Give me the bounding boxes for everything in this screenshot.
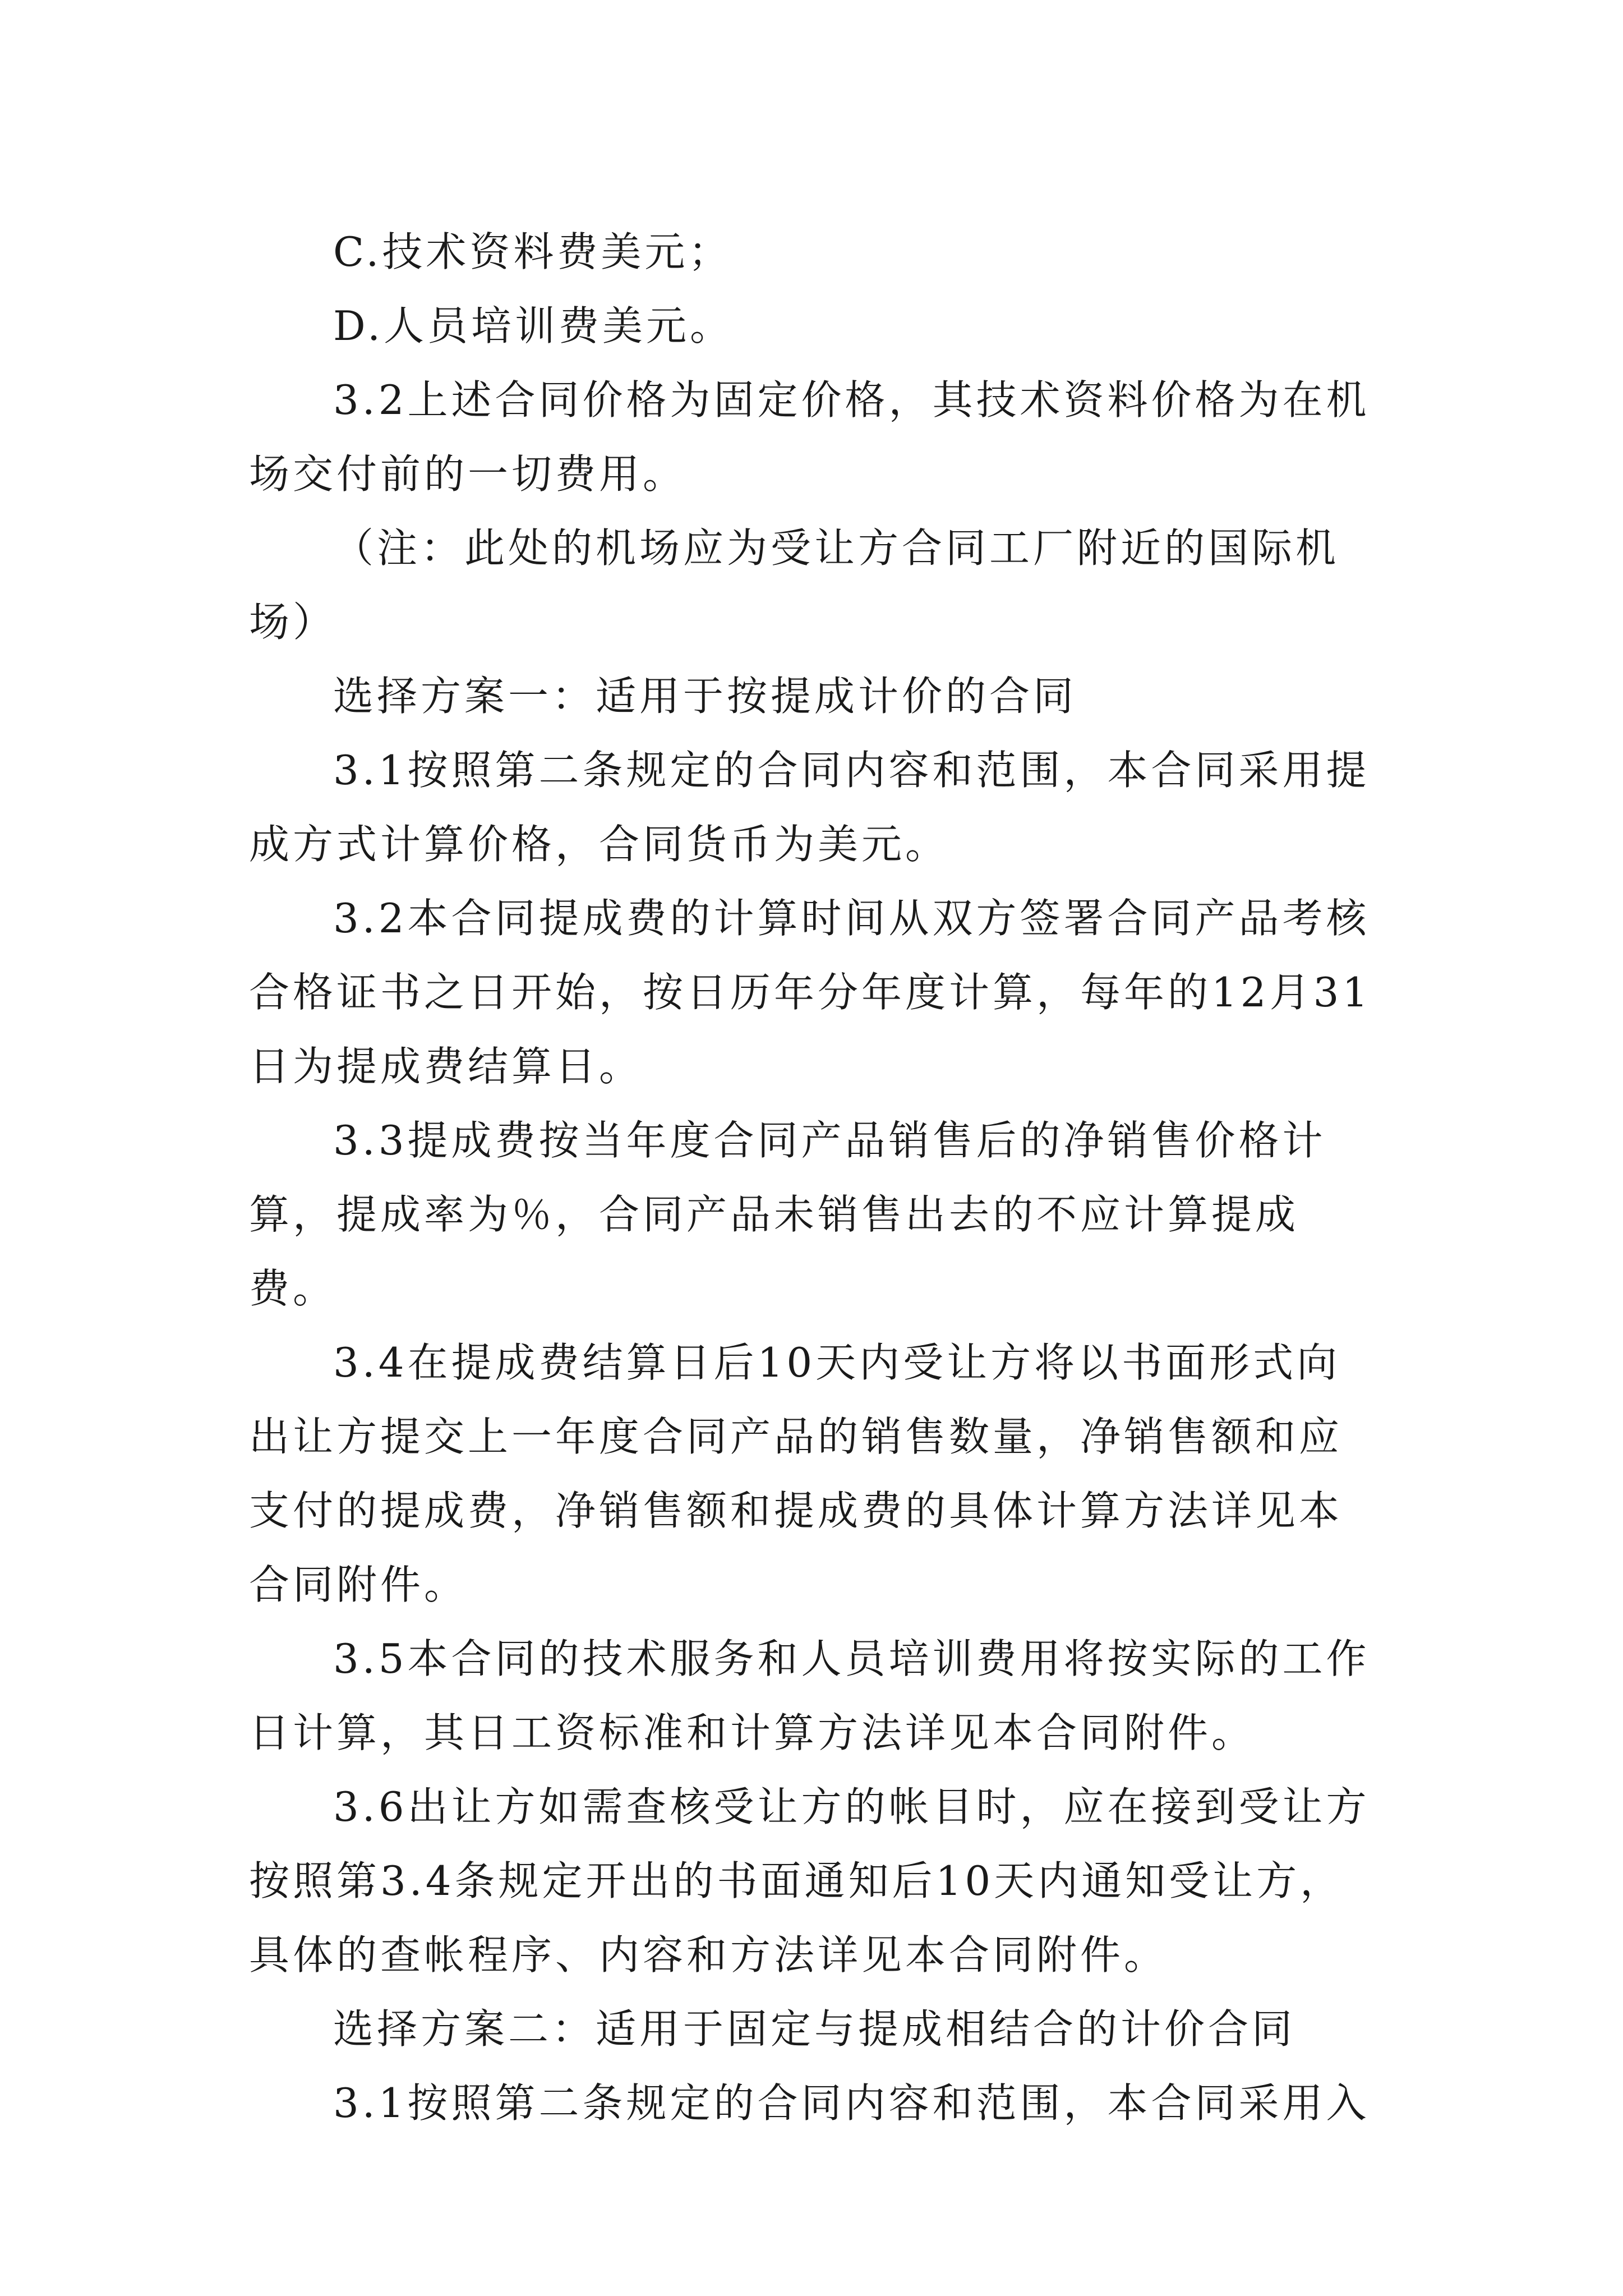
paragraph-option-two-heading: 选择方案二：适用于固定与提成相结合的计价合同 xyxy=(333,2005,1296,2053)
paragraph-training-fee: D.人员培训费美元。 xyxy=(333,302,734,349)
paragraph-3-6-audit: 3.6出让方如需查核受让方的帐目时，应在接到受让方按照第3.4条规定开出的书面通知后10天内通知受让方，具体的查帐程序、内容和方法详见本合同附件。 xyxy=(249,1783,1370,1978)
paragraph-3-1-royalty-method: 3.1按照第二条规定的合同内容和范围，本合同采用提成方式计算价格，合同货币为美元。 xyxy=(249,747,1370,868)
paragraph-note-airport: （注：此处的机场应为受让方合同工厂附近的国际机场） xyxy=(249,524,1340,646)
paragraph-option-one-heading: 选择方案一：适用于按提成计价的合同 xyxy=(333,673,1077,720)
document-body xyxy=(249,215,1376,2140)
paragraph-3-5-service-fees: 3.5本合同的技术服务和人员培训费用将按实际的工作日计算，其日工资标准和计算方法详见本合同附件。 xyxy=(249,1635,1370,1756)
paragraph-3-1-combined-method: 3.1按照第二条规定的合同内容和范围，本合同采用入 xyxy=(333,2079,1370,2127)
paragraph-3-4-sales-report: 3.4在提成费结算日后10天内受让方将以书面形式向出让方提交上一年度合同产品的销售数量，净销售额和应支付的提成费，净销售额和提成费的具体计算方法详见本合同附件。 xyxy=(249,1339,1343,1608)
paragraph-3-3-royalty-rate: 3.3提成费按当年度合同产品销售后的净销售价格计算，提成率为％，合同产品未销售出去的不应计算提成费。 xyxy=(249,1117,1326,1312)
paragraph-3-2-royalty-period: 3.2本合同提成费的计算时间从双方签署合同产品考核合格证书之日开始，按日历年分年度计算，每年的12月31日为提成费结算日。 xyxy=(249,895,1372,1090)
paragraph-tech-docs-fee: C.技术资料费美元； xyxy=(333,228,732,275)
paragraph-3-2-fixed-price: 3.2上述合同价格为固定价格，其技术资料价格为在机场交付前的一切费用。 xyxy=(249,376,1370,498)
